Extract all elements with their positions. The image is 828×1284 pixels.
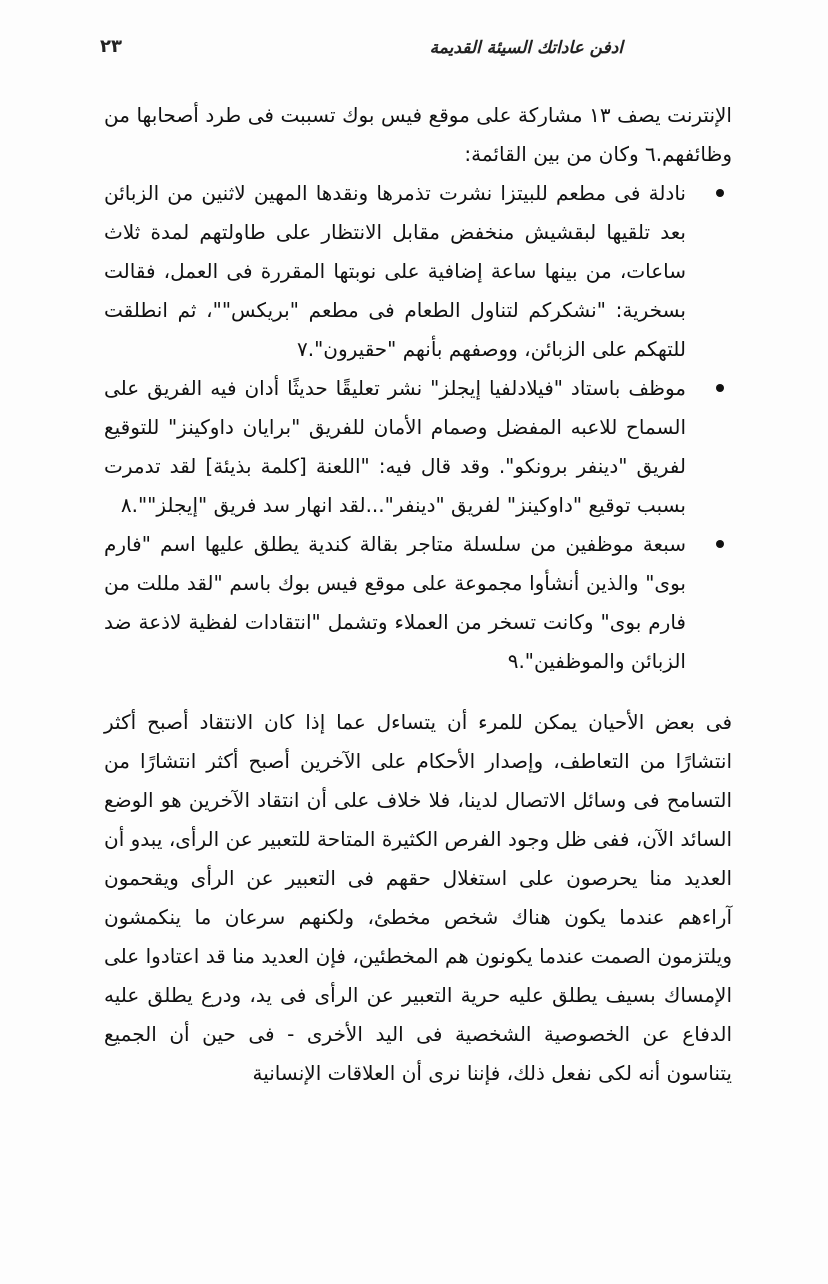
header-title: ادفن عاداتك السيئة القديمة — [429, 38, 623, 58]
list-item-text: سبعة موظفين من سلسلة متاجر بقالة كندية يطلق عليها اسم "فارم بوى" والذين أنشأوا مجموعة على موقع فيس بوك باسم "لقد مللت من فارم بوى" وكانت تسخر من العملاء وتشمل "انتقادات لفظية لاذعة ضد الزبائن والموظفين".٩ — [104, 532, 686, 673]
bullet-icon — [716, 540, 724, 548]
list-item-text: نادلة فى مطعم للبيتزا نشرت تذمرها ونقدها المهين لاثنين من الزبائن بعد تلقيها لبقشيش منخفض مقابل الانتظار على طاولتهم لمدة ثلاث ساعات، من بينها ساعة إضافية على نوبتها المقررة فى العمل، فقالت بسخرية: "نشكركم لتناول الطعام فى مطعم "بريكس""، ثم انطلقت للتهكم على الزبائن، ووصفهم بأنهم "حقيرون".٧ — [104, 181, 686, 361]
running-header — [100, 36, 733, 70]
list-item — [104, 525, 732, 681]
page-number: ٢٣ — [100, 36, 122, 57]
body-paragraph: فى بعض الأحيان يمكن للمرء أن يتساءل عما إذا كان الانتقاد أصبح أكثر انتشارًا من التعاطف، وإصدار الأحكام على الآخرين أصبح أكثر انتشارًا من التسامح فى وسائل الاتصال لدينا، فلا خلاف على أن انتقاد الآخرين هو الوضع السائد الآن، ففى ظل وجود الفرص الكثيرة المتاحة للتعبير عن الرأى، يبدو أن العديد منا يحرصون على استغلال حقهم فى التعبير عن الرأى ويقحمون آراءهم عندما يكون هناك شخص مخطئ، ولكنهم سرعان ما ينكمشون ويلتزمون الصمت عندما يكونون هم المخطئين، فإن العديد منا قد اعتادوا على الإمساك بسيف يطلق عليه حرية التعبير عن الرأى فى يد، ودرع يطلق عليه الدفاع عن الخصوصية الشخصية فى اليد الأخرى - فى حين أن الجميع يتناسون أنه لكى نفعل ذلك، فإننا نرى أن العلاقات الإنسانية — [104, 710, 732, 1085]
list-item — [104, 174, 732, 369]
bullet-icon — [716, 189, 724, 197]
page-body — [104, 96, 732, 1093]
intro-paragraph: الإنترنت يصف ١٣ مشاركة على موقع فيس بوك تسببت فى طرد أصحابها من وظائفهم.٦ وكان من بين القائمة: — [104, 103, 732, 166]
list-item-text: موظف باستاد "فيلادلفيا إيجلز" نشر تعليقًا حديثًا أدان فيه الفريق على السماح للاعبه المفضل وصمام الأمان للفريق "برايان داوكينز" للتوقيع لفريق "دينفر برونكو". وقد قال فيه: "اللعنة [كلمة بذيئة] لقد تدمرت بسبب توقيع "داوكينز" لفريق "دينفر"...لقد انهار سد فريق "إيجلز"".٨ — [104, 376, 686, 517]
list-item — [104, 369, 732, 525]
paragraph-spacer — [104, 681, 732, 703]
bullet-icon — [716, 384, 724, 392]
bullet-list — [104, 174, 732, 681]
